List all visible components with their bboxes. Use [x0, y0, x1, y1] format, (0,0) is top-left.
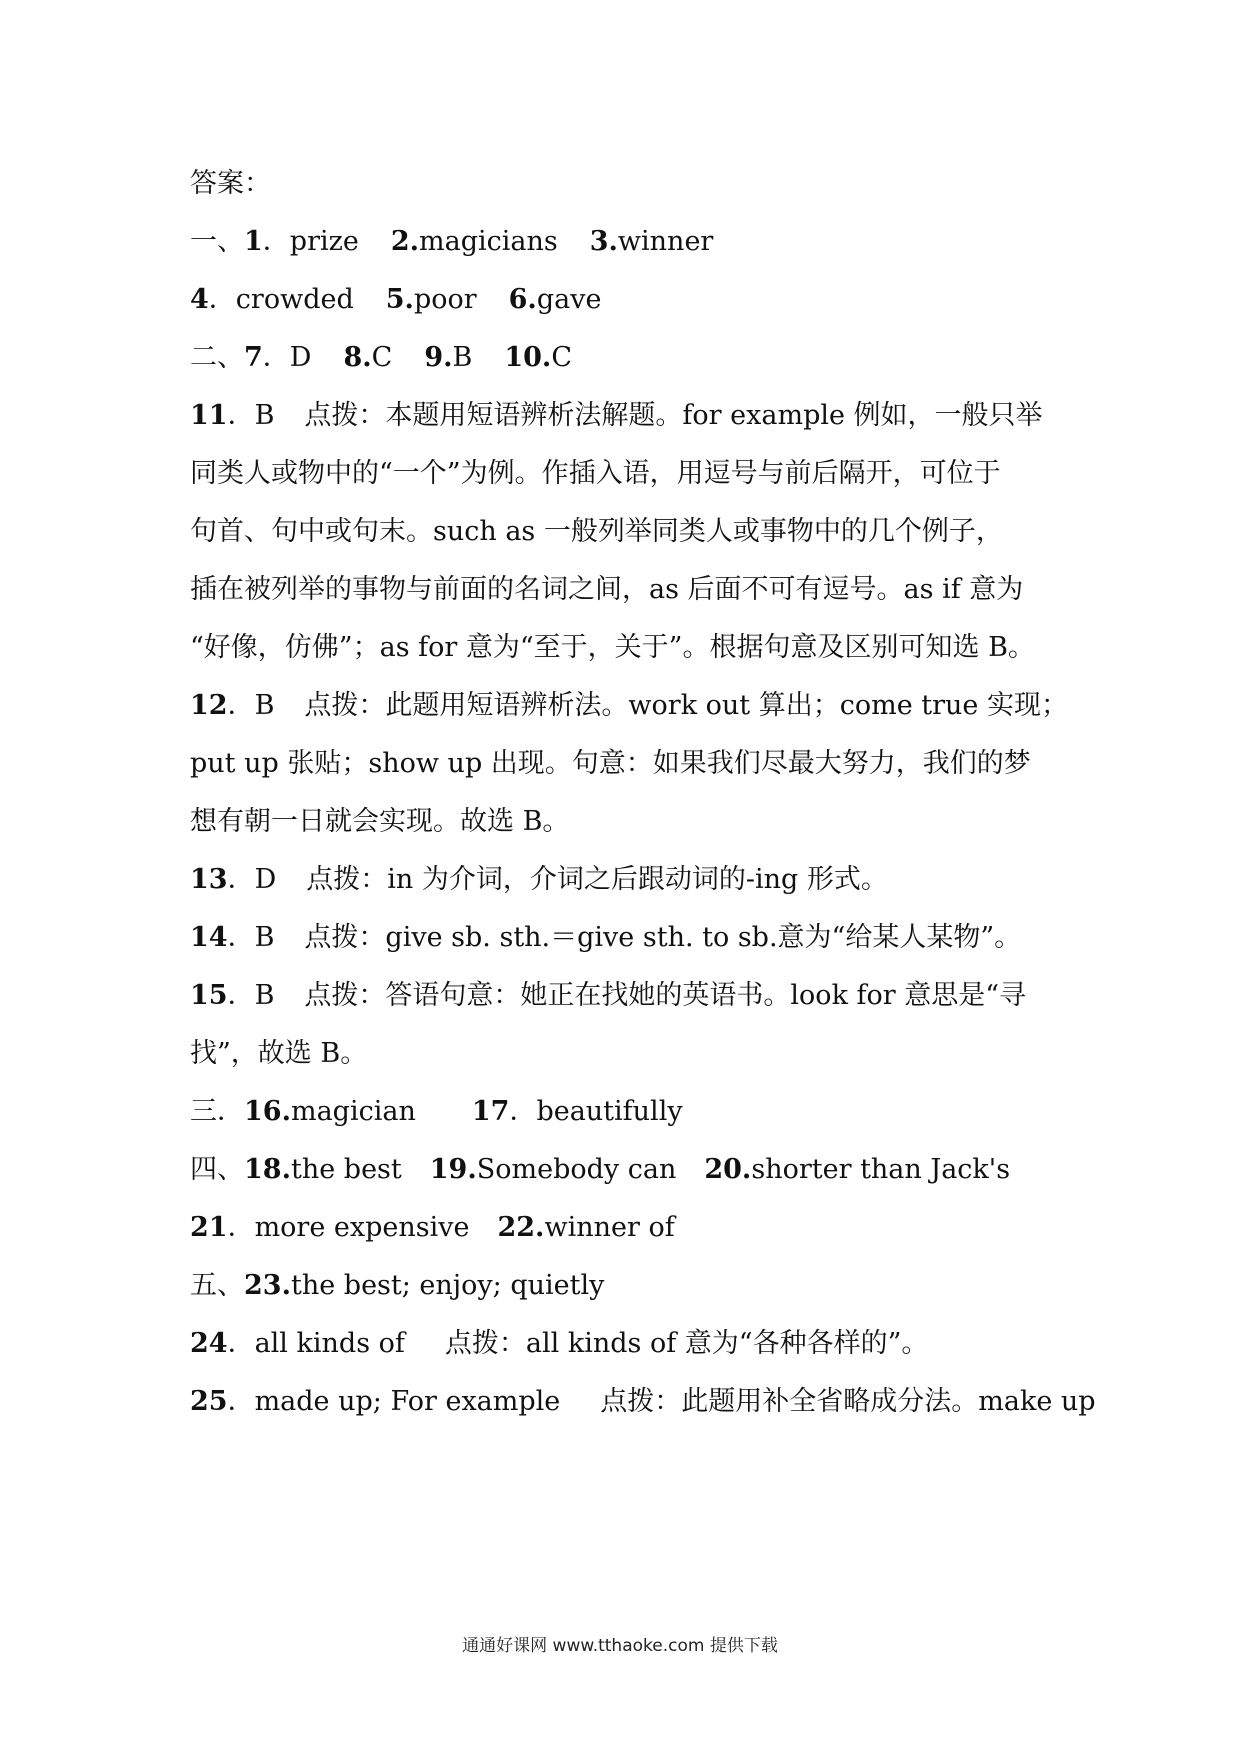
- section-1-line-2: 4．crowded 5.poor 6.gave: [190, 284, 602, 315]
- q6-answer: gave: [536, 284, 602, 315]
- q11-number: 11: [190, 400, 228, 431]
- q12-line-1: 12．B 点拨：此题用短语辨析法。work out 算出；come true 实现；: [190, 690, 1068, 721]
- footer-text: 通通好课网 www.tthaoke.com 提供下载: [462, 1636, 778, 1656]
- q12-line-3: [190, 802, 1070, 842]
- q4-answer: crowded: [235, 284, 354, 315]
- q11-line-4: [190, 570, 1070, 610]
- section-3-prefix: 三．: [190, 1096, 244, 1127]
- q2-number: 2.: [390, 226, 420, 257]
- section-4-prefix: 四、: [190, 1154, 244, 1185]
- q24-answer: all kinds of: [254, 1328, 405, 1359]
- q11-answer: B: [254, 400, 275, 431]
- q25-explanation: 点拨：此题用补全省略成分法。make up: [600, 1386, 1096, 1417]
- q11-line-2: [190, 454, 1070, 494]
- q1-number: 1: [244, 226, 263, 257]
- q14-number: 14: [190, 922, 228, 953]
- section-4-line-1: [190, 1150, 1070, 1190]
- q15-number: 15: [190, 980, 228, 1011]
- q8-answer: C: [371, 342, 393, 373]
- q20-answer: shorter than Jack's: [751, 1154, 1011, 1185]
- q11-line-1: 11．B 点拨：本题用短语辨析法解题。for example 例如，一般只举: [190, 400, 1043, 431]
- q17-number: 17: [471, 1096, 510, 1127]
- heading-text: 答案：: [190, 168, 271, 199]
- q24-explanation: 点拨：all kinds of 意为“各种各样的”。: [444, 1328, 929, 1359]
- q22-answer: winner of: [544, 1212, 675, 1243]
- q16-number: 16.: [244, 1096, 291, 1127]
- q6-number: 6.: [508, 284, 537, 315]
- q13-number: 13: [190, 864, 228, 895]
- section-1-line-1: 一、1．prize 2.magicians 3.winner: [190, 226, 714, 257]
- section-3-line: 三．16.magician 17．beautifully: [190, 1096, 683, 1127]
- q21-number: 21: [190, 1212, 228, 1243]
- q14-answer: B: [254, 922, 275, 953]
- q19-number: 19.: [429, 1154, 477, 1185]
- q9-answer: B: [452, 342, 473, 373]
- q25-number: 25: [190, 1386, 228, 1417]
- section-2-prefix: 二、: [190, 342, 244, 373]
- q18-answer: the best: [290, 1154, 402, 1185]
- q11-explanation-3: 句首、句中或句末。such as 一般列举同类人或事物中的几个例子，: [190, 516, 1003, 547]
- q10-answer: C: [551, 342, 572, 373]
- q7-answer: D: [289, 342, 312, 373]
- q12-line-2: [190, 744, 1070, 784]
- section-4-line-2: 21．more expensive 22.winner of: [190, 1212, 675, 1243]
- q11-explanation-4: 插在被列举的事物与前面的名词之间，as 后面不可有逗号。as if 意为: [190, 574, 1024, 605]
- q24-number: 24: [190, 1328, 228, 1359]
- q3-answer: winner: [617, 226, 714, 257]
- q15-answer: B: [254, 980, 275, 1011]
- q17-answer: beautifully: [536, 1096, 683, 1127]
- q12-explanation-2: put up 张贴；show up 出现。句意：如果我们尽最大努力，我们的梦: [190, 748, 1031, 779]
- q16-answer: magician: [290, 1096, 416, 1127]
- q3-number: 3.: [589, 226, 618, 257]
- q10-number: 10.: [504, 342, 552, 373]
- q23-number: 23.: [244, 1270, 291, 1301]
- q14-line: 14．B 点拨：give sb. sth.＝give sth. to sb.意为“给某人某物”。: [190, 922, 1022, 953]
- q24-line: 24．all kinds of 点拨：all kinds of 意为“各种各样的”。: [190, 1328, 929, 1359]
- q12-explanation-3: 想有朝一日就会实现。故选 B。: [190, 806, 570, 837]
- q5-answer: poor: [413, 284, 477, 315]
- q12-explanation-1: 点拨：此题用短语辨析法。work out 算出；come true 实现；: [304, 690, 1068, 721]
- q25-line: 25．made up; For example 点拨：此题用补全省略成分法。make up: [190, 1386, 1096, 1417]
- section-1-prefix: 一、: [190, 226, 244, 257]
- q13-line: 13．D 点拨：in 为介词，介词之后跟动词的-ing 形式。: [190, 864, 888, 895]
- q5-number: 5.: [385, 284, 414, 315]
- q18-number: 18.: [244, 1154, 291, 1185]
- section-2-line: 二、7．D 8.C 9.B 10.C: [190, 342, 572, 373]
- section-5-line-1: [190, 1266, 1070, 1306]
- q7-number: 7: [244, 342, 263, 373]
- q20-number: 20.: [704, 1154, 752, 1185]
- q11-explanation-1: 点拨：本题用短语辨析法解题。for example 例如，一般只举: [304, 400, 1043, 431]
- q2-answer: magicians: [419, 226, 558, 257]
- q15-explanation-2: 找”，故选 B。: [190, 1038, 368, 1069]
- q12-number: 12: [190, 690, 228, 721]
- q21-answer: more expensive: [254, 1212, 470, 1243]
- q11-line-5: [190, 628, 1070, 668]
- q11-line-3: [190, 512, 1070, 552]
- q11-explanation-2: 同类人或物中的“一个”为例。作插入语，用逗号与前后隔开，可位于: [190, 458, 1001, 489]
- q13-answer: D: [254, 864, 277, 895]
- q19-answer: Somebody can: [476, 1154, 677, 1185]
- q23-answer: the best; enjoy; quietly: [290, 1270, 605, 1301]
- answer-heading: [190, 164, 1070, 204]
- q8-number: 8.: [343, 342, 372, 373]
- q4-number: 4: [190, 284, 209, 315]
- q12-answer: B: [254, 690, 275, 721]
- q15-line-1: 15．B 点拨：答语句意：她正在找她的英语书。look for 意思是“寻: [190, 980, 1027, 1011]
- section-5-prefix: 五、: [190, 1270, 244, 1301]
- q15-explanation-1: 点拨：答语句意：她正在找她的英语书。look for 意思是“寻: [304, 980, 1027, 1011]
- q9-number: 9.: [424, 342, 453, 373]
- q14-explanation: 点拨：give sb. sth.＝give sth. to sb.意为“给某人某物”。: [304, 922, 1022, 953]
- q1-answer: prize: [289, 226, 359, 257]
- q25-answer: made up; For example: [254, 1386, 561, 1417]
- q11-explanation-5: “好像，仿佛”；as for 意为“至于，关于”。根据句意及区别可知选 B。: [190, 632, 1035, 663]
- q22-number: 22.: [497, 1212, 545, 1243]
- q15-line-2: [190, 1034, 1070, 1074]
- q13-explanation: 点拨：in 为介词，介词之后跟动词的-ing 形式。: [306, 864, 888, 895]
